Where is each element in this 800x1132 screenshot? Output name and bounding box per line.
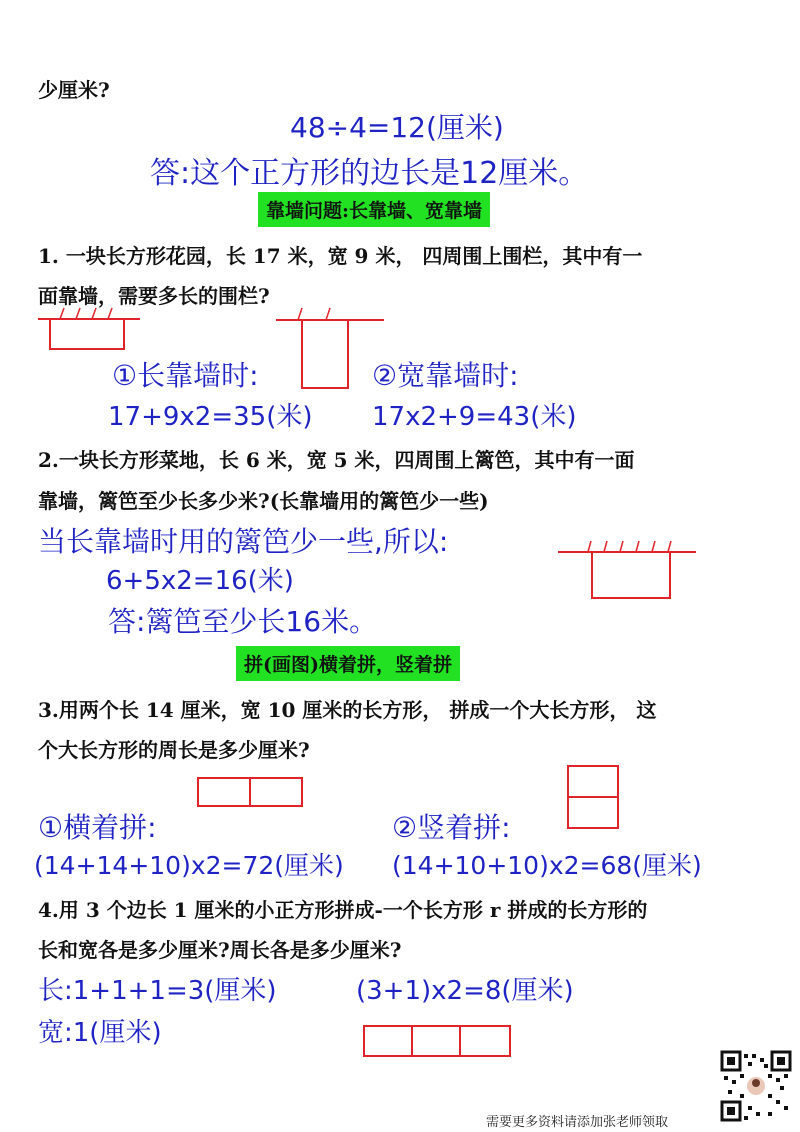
q2-figure-length-wall <box>558 538 698 602</box>
q3-case1-calc: (14+14+10)x2=72(厘米) <box>34 851 344 880</box>
question-tail: 少厘米? <box>38 78 110 102</box>
q3-figure-vertical <box>566 764 622 832</box>
answer-calculation: 48÷4=12(厘米) <box>290 111 504 144</box>
q3-line2: 个大长方形的周长是多少厘米? <box>38 738 310 762</box>
q2-answer: 答:篱笆至少长16米。 <box>108 605 378 638</box>
section-heading-combine: 拼(画图)横着拼，竖着拼 <box>236 646 460 681</box>
q1-figure-length-wall <box>38 300 148 360</box>
q3-case1-label: ①横着拼: <box>38 811 157 844</box>
q3-case2-calc: (14+10+10)x2=68(厘米) <box>392 851 702 880</box>
q1-case2-label: ②宽靠墙时: <box>372 359 519 392</box>
footer-note: 需要更多资料请添加张老师领取 <box>486 1115 669 1130</box>
answer-sentence: 答:这个正方形的边长是12厘米。 <box>150 156 589 191</box>
q1-line1: 1. 一块长方形花园，长 17 米，宽 9 米， 四周围上围栏，其中有一 <box>38 244 643 268</box>
section-heading-wall: 靠墙问题:长靠墙、宽靠墙 <box>258 192 490 227</box>
q1-line2: 面靠墙，需要多长的围栏? <box>38 284 270 308</box>
q2-calc: 6+5x2=16(米) <box>106 566 294 596</box>
q4-length: 长:1+1+1=3(厘米) <box>38 976 277 1006</box>
q4-figure-three-squares <box>362 1024 516 1060</box>
q1-figure-width-wall <box>276 306 386 390</box>
q1-case2-calc: 17x2+9=43(米) <box>372 402 577 432</box>
q4-line2: 长和宽各是多少厘米?周长各是多少厘米? <box>38 938 402 962</box>
q4-perimeter: (3+1)x2=8(厘米) <box>356 976 574 1006</box>
q3-line1: 3.用两个长 14 厘米，宽 10 厘米的长方形， 拼成一个大长方形， 这 <box>38 698 657 722</box>
q4-line1: 4.用 3 个边长 1 厘米的小正方形拼成-一个长方形 r 拼成的长方形的 <box>38 898 648 922</box>
q3-case2-label: ②竖着拼: <box>392 811 511 844</box>
q2-line1: 2.一块长方形菜地，长 6 米，宽 5 米，四周围上篱笆，其中有一面 <box>38 448 635 472</box>
qr-code <box>720 1050 792 1122</box>
q4-width: 宽:1(厘米) <box>38 1018 162 1048</box>
q1-case1-calc: 17+9x2=35(米) <box>108 402 313 432</box>
q2-reason: 当长靠墙时用的篱笆少一些,所以: <box>38 525 449 558</box>
q3-figure-horizontal <box>196 776 306 810</box>
q2-line2: 靠墙，篱笆至少长多少米?(长靠墙用的篱笆少一些) <box>38 489 489 513</box>
q1-case1-label: ①长靠墙时: <box>112 359 259 392</box>
